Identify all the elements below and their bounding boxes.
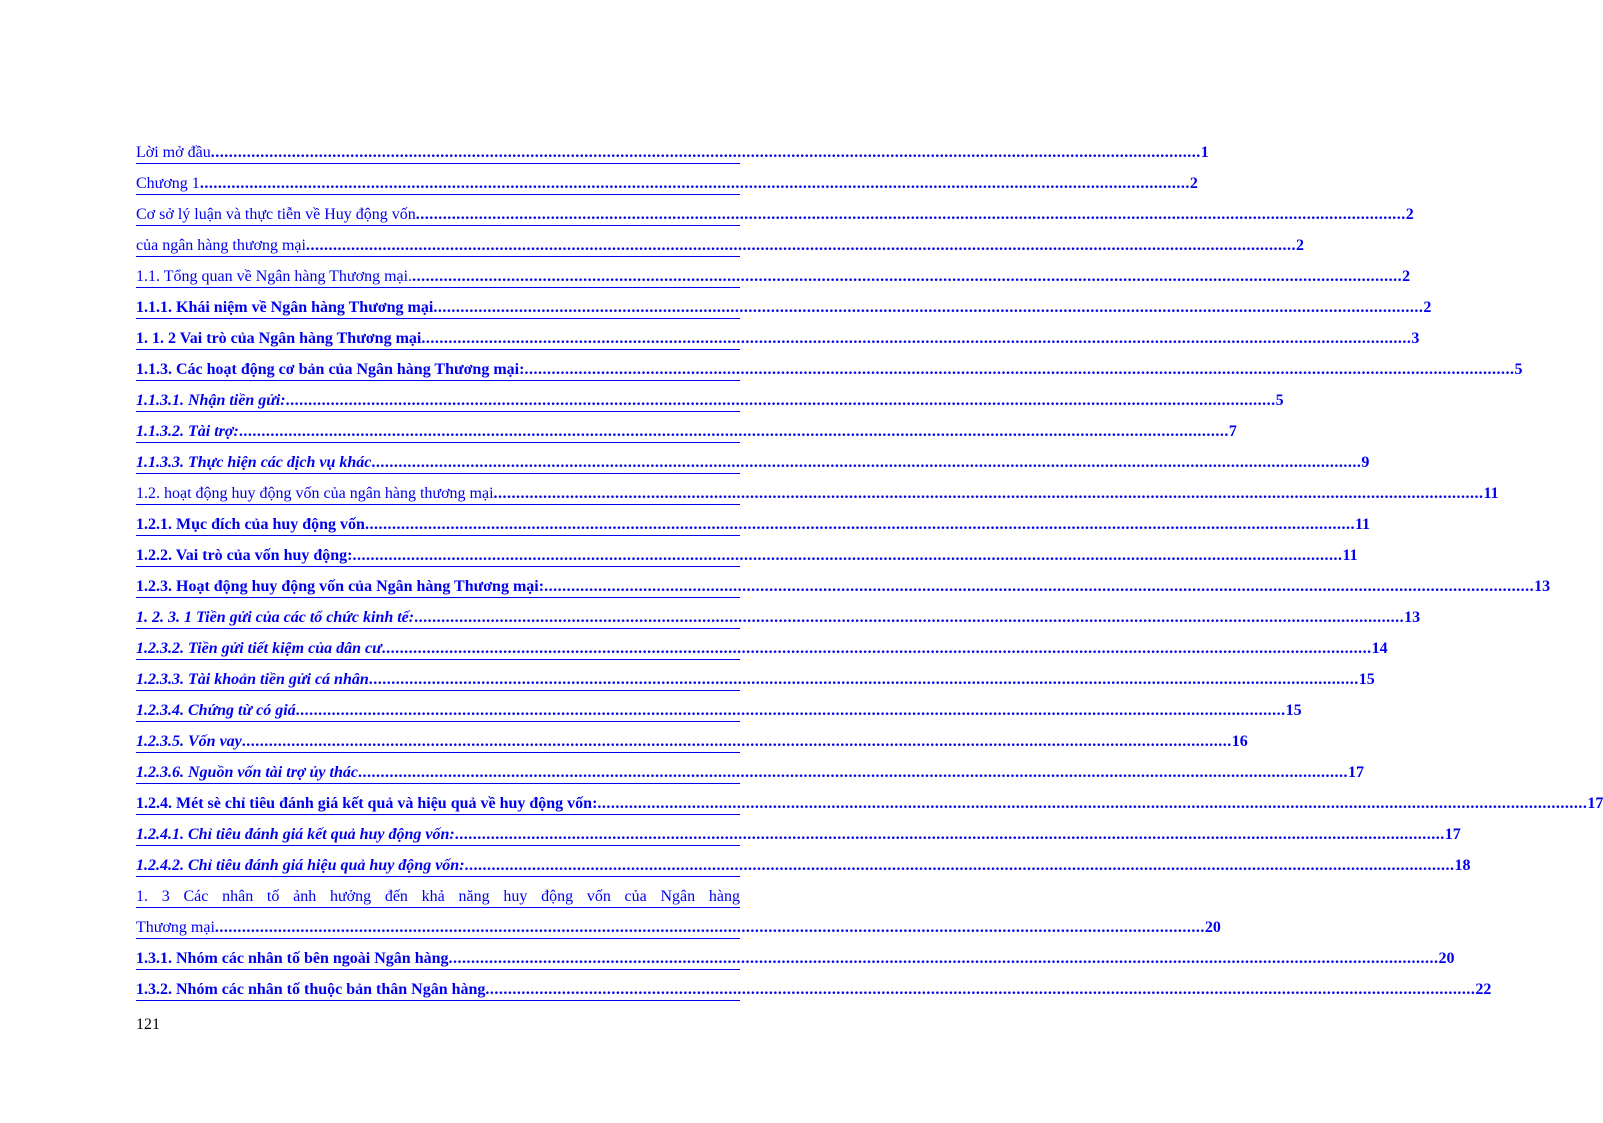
- toc-entry[interactable]: [136, 545, 1358, 567]
- toc-leader-dots: ............................................................................................................................................................................................................................: [597, 795, 1588, 812]
- toc-page-number: 17: [1347, 764, 1364, 781]
- toc-page-number: 16: [1231, 733, 1248, 750]
- toc-page-number: 17: [1587, 795, 1603, 812]
- toc-page-number: 5: [1514, 361, 1523, 378]
- toc-entry[interactable]: [136, 142, 1209, 164]
- toc-page-number: 18: [1454, 857, 1471, 874]
- toc-entry[interactable]: [136, 886, 740, 908]
- toc-leader-dots: ............................................................................................................................................................................................................................: [381, 640, 1372, 657]
- toc-entry-title: 1. 3 Các nhân tố ảnh hưởng đến khả năng huy động vốn của Ngân hàng: [136, 888, 740, 905]
- toc-page-number: 2: [1402, 268, 1411, 285]
- toc-entry[interactable]: [136, 607, 1421, 629]
- toc-leader-dots: ............................................................................................................................................................................................................................: [493, 485, 1484, 502]
- toc-entry[interactable]: [136, 421, 1237, 443]
- toc-leader-dots: ............................................................................................................................................................................................................................: [412, 268, 1403, 285]
- toc-leader-dots: ............................................................................................................................................................................................................................: [433, 299, 1424, 316]
- toc-entry-title: của ngân hàng thương mại: [136, 237, 306, 254]
- toc-entry-title: 1.2.3. Hoạt động huy động vốn của Ngân hàng Thương mại:: [136, 578, 545, 595]
- toc-page-number: 1: [1200, 144, 1209, 161]
- toc-page-number: 2: [1295, 237, 1304, 254]
- toc-entry-title: 1.1.3. Các hoạt động cơ bản của Ngân hàng Thương mại:: [136, 361, 525, 378]
- toc-entry[interactable]: [136, 359, 1523, 381]
- toc-entry[interactable]: [136, 762, 1364, 784]
- toc-page-number: 7: [1228, 423, 1237, 440]
- toc-leader-dots: ............................................................................................................................................................................................................................: [352, 547, 1343, 564]
- toc-entry-title: 1. 1. 2 Vai trò của Ngân hàng Thương mại: [136, 330, 422, 347]
- toc-page-number: 2: [1423, 299, 1432, 316]
- toc-entry-title: 1.1. Tổng quan về Ngân hàng Thương mại.: [136, 268, 413, 285]
- toc-leader-dots: ............................................................................................................................................................................................................................: [241, 733, 1232, 750]
- toc-page-number: 11: [1483, 485, 1499, 502]
- toc-entry-title: Thương mại: [136, 919, 215, 936]
- toc-page-number: 20: [1204, 919, 1221, 936]
- toc-page-number: 2: [1189, 175, 1198, 192]
- toc-leader-dots: ............................................................................................................................................................................................................................: [214, 919, 1205, 936]
- toc-page-number: 13: [1534, 578, 1551, 595]
- toc-entry-title: Lời mở đầu: [136, 144, 211, 161]
- toc-leader-dots: ............................................................................................................................................................................................................................: [357, 764, 1348, 781]
- toc-entry-title: 1.2.4.1. Chỉ tiêu đánh giá kết quả huy động vốn:: [136, 826, 455, 843]
- toc-entry[interactable]: [136, 390, 1284, 412]
- toc-entry[interactable]: [136, 266, 1411, 288]
- toc-entry-title: Cơ sở lý luận và thực tiễn về Huy động vốn: [136, 206, 416, 223]
- toc-entry-title: Chương 1: [136, 175, 200, 192]
- toc-entry[interactable]: [136, 824, 1461, 846]
- toc-page-number: 22: [1475, 981, 1492, 998]
- toc-page-number: 11: [1354, 516, 1371, 533]
- toc-leader-dots: ............................................................................................................................................................................................................................: [368, 671, 1359, 688]
- toc-leader-dots: ............................................................................................................................................................................................................................: [364, 516, 1355, 533]
- toc-entry[interactable]: [136, 452, 1370, 474]
- toc-page-number: 15: [1358, 671, 1375, 688]
- toc-entry-title: 1.2.4. Mét sè chỉ tiêu đánh giá kết quả và hiệu quả về huy động vốn:: [136, 795, 598, 812]
- toc-entry[interactable]: [136, 235, 1304, 257]
- toc-leader-dots: ............................................................................................................................................................................................................................: [485, 981, 1476, 998]
- page-number: 121: [136, 1016, 160, 1033]
- toc-entry-title: 1.2.2. Vai trò của vốn huy động:: [136, 547, 353, 564]
- toc-entry[interactable]: [136, 731, 1248, 753]
- toc-leader-dots: ............................................................................................................................................................................................................................: [454, 826, 1445, 843]
- toc-page-number: 9: [1361, 454, 1370, 471]
- toc-entry-title: 1.2.3.5. Vốn vay: [136, 733, 242, 750]
- toc-entry[interactable]: [136, 328, 1420, 350]
- toc-leader-dots: ............................................................................................................................................................................................................................: [448, 950, 1439, 967]
- toc-entry-title: 1.3.2. Nhóm các nhân tố thuộc bản thân Ngân hàng: [136, 981, 486, 998]
- toc-leader-dots: ............................................................................................................................................................................................................................: [305, 237, 1296, 254]
- toc-entry[interactable]: [136, 173, 1198, 195]
- toc-entry-title: 1.3.1. Nhóm các nhân tố bên ngoài Ngân hàng: [136, 950, 449, 967]
- toc-entry[interactable]: [136, 483, 1499, 505]
- toc-leader-dots: ............................................................................................................................................................................................................................: [371, 454, 1362, 471]
- toc-entry-title: 1.2.3.2. Tiền gửi tiết kiệm của dân cư: [136, 640, 382, 657]
- toc-entry-title: 1. 2. 3. 1 Tiền gửi của các tổ chức kinh tế:: [136, 609, 415, 626]
- toc-leader-dots: ............................................................................................................................................................................................................................: [415, 206, 1406, 223]
- toc-entry[interactable]: [136, 297, 1432, 319]
- toc-entry-title: 1.1.3.2. Tài trợ:: [136, 423, 239, 440]
- toc-entry[interactable]: [136, 917, 1221, 939]
- toc-entry-title: 1.1.1. Khái niệm về Ngân hàng Thương mại: [136, 299, 434, 316]
- toc-entry-title: 1.2.4.2. Chỉ tiêu đánh giá hiệu quả huy động vốn:: [136, 857, 465, 874]
- toc-leader-dots: ............................................................................................................................................................................................................................: [285, 392, 1276, 409]
- toc-entry-title: 1.1.3.3. Thực hiện các dịch vụ khác: [136, 454, 372, 471]
- toc-entry[interactable]: [136, 700, 1302, 722]
- toc-page-number: 3: [1411, 330, 1420, 347]
- toc-page-number: 2: [1405, 206, 1414, 223]
- toc-page-number: 14: [1371, 640, 1388, 657]
- toc-entry[interactable]: [136, 514, 1371, 536]
- toc-page-number: 17: [1444, 826, 1461, 843]
- toc-leader-dots: ............................................................................................................................................................................................................................: [464, 857, 1455, 874]
- toc-page-number: 15: [1285, 702, 1302, 719]
- toc-page-number: 20: [1438, 950, 1455, 967]
- toc-entry[interactable]: [136, 948, 1455, 970]
- toc-entry-title: 1.2.1. Mục đích của huy động vốn: [136, 516, 365, 533]
- toc-entry[interactable]: [136, 979, 1492, 1001]
- toc-entry[interactable]: [136, 204, 1414, 226]
- toc-entry-title: 1.2. hoạt động huy động vốn của ngân hàng thương mại: [136, 485, 494, 502]
- toc-entry-title: 1.2.3.3. Tài khoản tiền gửi cá nhân: [136, 671, 369, 688]
- toc-leader-dots: ............................................................................................................................................................................................................................: [199, 175, 1190, 192]
- toc-page-number: 11: [1342, 547, 1358, 564]
- toc-leader-dots: ............................................................................................................................................................................................................................: [238, 423, 1229, 440]
- toc-entry[interactable]: [136, 638, 1388, 660]
- toc-entry-title: 1.1.3.1. Nhận tiền gửi:: [136, 392, 286, 409]
- toc-entry[interactable]: [136, 855, 1471, 877]
- toc-entry[interactable]: [136, 793, 1603, 815]
- toc-page-number: 13: [1404, 609, 1421, 626]
- toc-page-number: 5: [1275, 392, 1284, 409]
- toc-leader-dots: ............................................................................................................................................................................................................................: [421, 330, 1412, 347]
- toc-leader-dots: ............................................................................................................................................................................................................................: [295, 702, 1286, 719]
- toc-entry-title: 1.2.3.6. Nguồn vốn tài trợ ủy thác: [136, 764, 358, 781]
- toc-leader-dots: ............................................................................................................................................................................................................................: [524, 361, 1515, 378]
- toc-entry[interactable]: [136, 576, 1551, 598]
- toc-leader-dots: ............................................................................................................................................................................................................................: [414, 609, 1405, 626]
- toc-leader-dots: ............................................................................................................................................................................................................................: [210, 144, 1201, 161]
- toc-entry[interactable]: [136, 669, 1375, 691]
- toc-entry-title: 1.2.3.4. Chứng từ có giá: [136, 702, 296, 719]
- toc-leader-dots: ............................................................................................................................................................................................................................: [544, 578, 1535, 595]
